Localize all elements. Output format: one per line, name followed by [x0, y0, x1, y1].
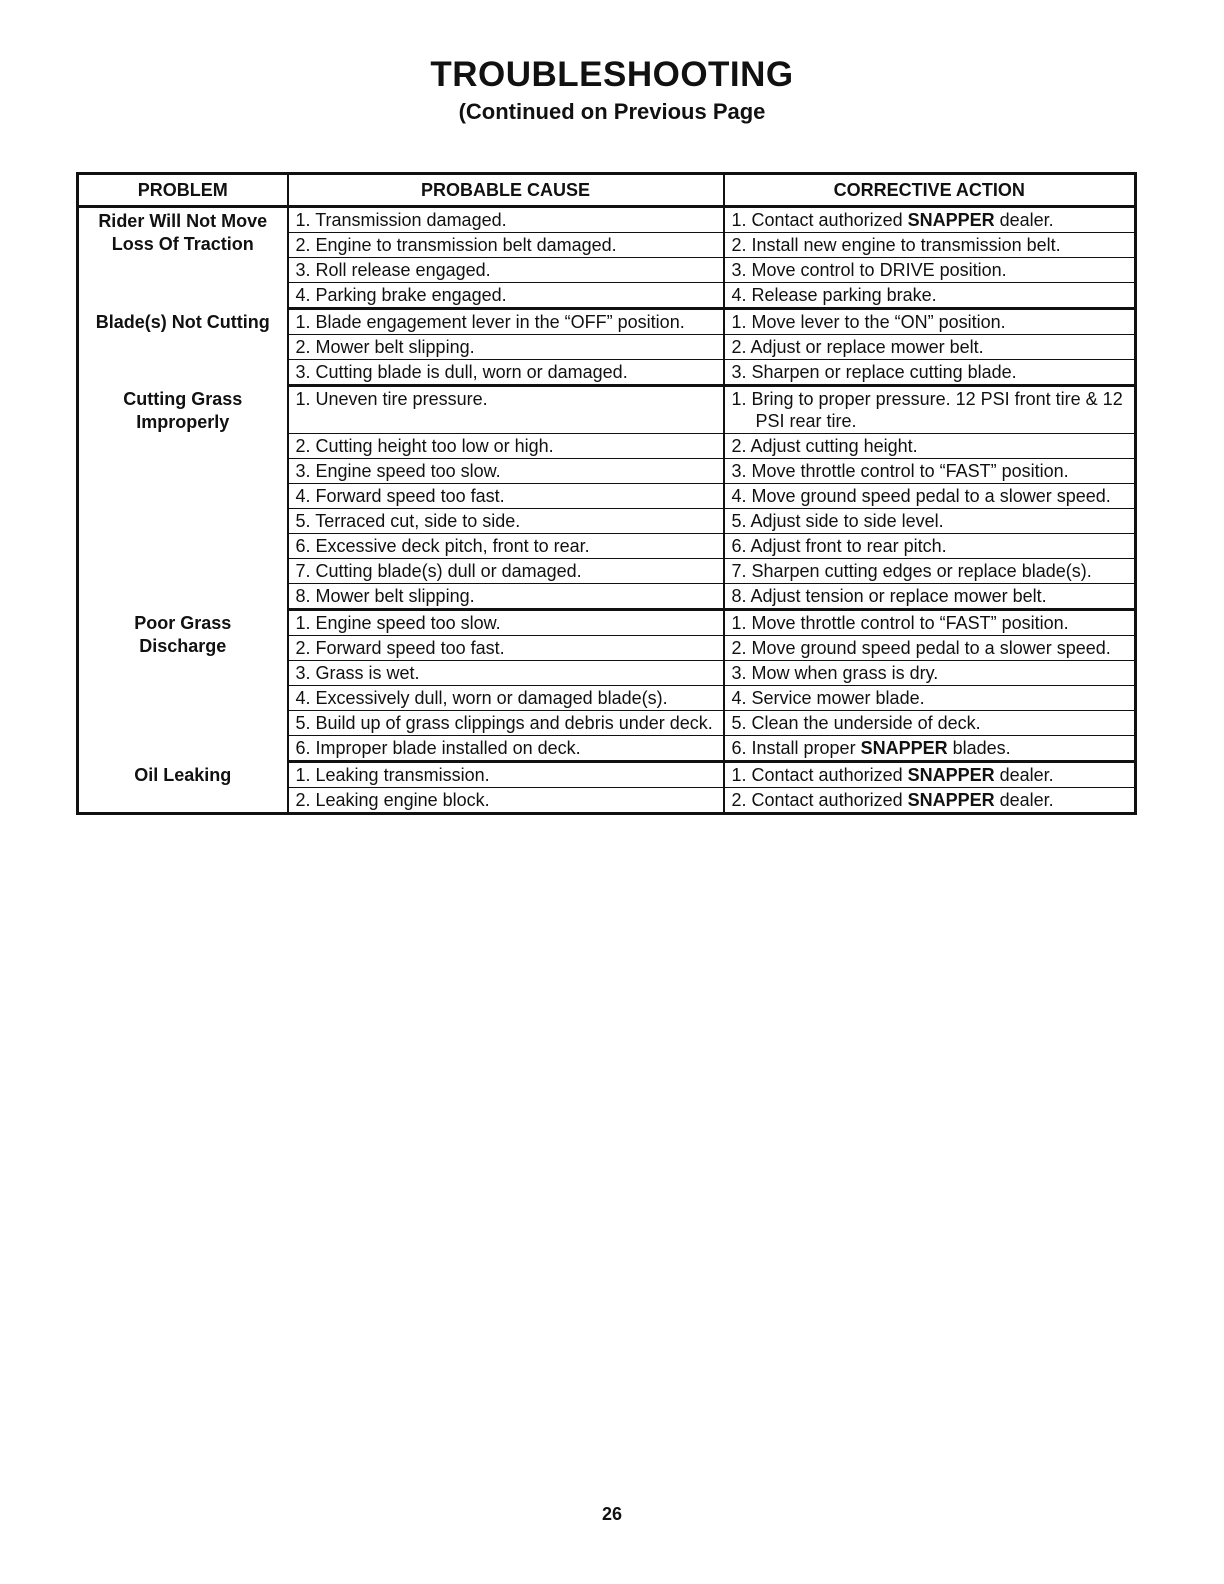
- problem-label: Cutting Grass: [123, 388, 243, 409]
- table-row: [78, 309, 1136, 335]
- probable-cause-cell: [288, 559, 724, 584]
- corrective-action-text: 3. Mow when grass is dry.: [731, 663, 939, 683]
- problem-label: Discharge: [139, 635, 227, 656]
- probable-cause-cell: [288, 335, 724, 360]
- probable-cause-text: 7. Cutting blade(s) dull or damaged.: [295, 561, 582, 581]
- corrective-action-text: [732, 209, 1131, 231]
- page-number: 26: [601, 1504, 623, 1524]
- probable-cause-text: 1. Blade engagement lever in the “OFF” position.: [295, 312, 685, 332]
- probable-cause-text: 8. Mower belt slipping.: [295, 586, 475, 606]
- corrective-action-text: 4. Move ground speed pedal to a slower speed.: [731, 486, 1111, 506]
- corrective-action-text: [732, 789, 1131, 811]
- probable-cause-text: 1. Engine speed too slow.: [295, 613, 501, 633]
- corrective-action-text: 7. Sharpen cutting edges or replace blade(s).: [731, 561, 1092, 581]
- probable-cause-text: 1. Leaking transmission.: [295, 765, 490, 785]
- corrective-action-cell: [724, 711, 1136, 736]
- corrective-action-text: 8. Adjust tension or replace mower belt.: [731, 586, 1047, 606]
- action-text-pre: 2. Contact authorized: [731, 790, 908, 810]
- problem-cell: [78, 762, 288, 814]
- probable-cause-cell: [288, 309, 724, 335]
- brand-name: SNAPPER: [907, 790, 995, 810]
- corrective-action-cell: [724, 233, 1136, 258]
- corrective-action-cell: [724, 636, 1136, 661]
- corrective-action-cell: [724, 610, 1136, 636]
- page-subtitle: (Continued on Previous Page: [458, 99, 766, 124]
- corrective-action-text: 2. Install new engine to transmission belt.: [731, 235, 1061, 255]
- probable-cause-cell: [288, 283, 724, 309]
- problem-label: Improperly: [136, 411, 230, 432]
- probable-cause-cell: [288, 686, 724, 711]
- probable-cause-text: 5. Terraced cut, side to side.: [295, 511, 521, 531]
- problem-label: Poor Grass: [134, 612, 232, 633]
- probable-cause-cell: [288, 584, 724, 610]
- probable-cause-text: 4. Forward speed too fast.: [295, 486, 505, 506]
- probable-cause-text: 6. Improper blade installed on deck.: [295, 738, 581, 758]
- probable-cause-text: 3. Roll release engaged.: [295, 260, 491, 280]
- corrective-action-cell: [724, 762, 1136, 788]
- problem-cell: [78, 207, 288, 309]
- probable-cause-cell: [288, 434, 724, 459]
- corrective-action-cell: [724, 559, 1136, 584]
- probable-cause-cell: [288, 788, 724, 814]
- probable-cause-cell: [288, 762, 724, 788]
- corrective-action-text: [732, 737, 1131, 759]
- corrective-action-cell: [724, 434, 1136, 459]
- corrective-action-text: 3. Move throttle control to “FAST” position.: [731, 461, 1069, 481]
- probable-cause-cell: [288, 207, 724, 233]
- probable-cause-cell: [288, 711, 724, 736]
- action-text-post: blades.: [947, 738, 1011, 758]
- action-text-pre: 1. Contact authorized: [731, 210, 908, 230]
- page-title: TROUBLESHOOTING: [430, 55, 794, 94]
- corrective-action-text: 4. Release parking brake.: [731, 285, 937, 305]
- corrective-action-cell: [724, 736, 1136, 762]
- probable-cause-cell: [288, 386, 724, 434]
- problem-cell: [78, 309, 288, 386]
- probable-cause-cell: [288, 484, 724, 509]
- action-text-post: dealer.: [994, 765, 1054, 785]
- corrective-action-cell: [724, 534, 1136, 559]
- probable-cause-text: 3. Cutting blade is dull, worn or damaged.: [295, 362, 628, 382]
- corrective-action-cell: [724, 360, 1136, 386]
- corrective-action-cell: [724, 484, 1136, 509]
- table-row: [78, 207, 1136, 233]
- corrective-action-text: [732, 764, 1131, 786]
- corrective-action-text: 5. Clean the underside of deck.: [731, 713, 981, 733]
- problem-label: Blade(s) Not Cutting: [95, 311, 270, 332]
- corrective-action-cell: [724, 207, 1136, 233]
- corrective-action-cell: [724, 459, 1136, 484]
- probable-cause-text: 1. Transmission damaged.: [295, 210, 507, 230]
- problem-label: Rider Will Not Move: [98, 211, 268, 231]
- corrective-action-text: 2. Adjust or replace mower belt.: [731, 337, 984, 357]
- header-corrective-action: CORRECTIVE ACTION: [724, 174, 1136, 207]
- probable-cause-cell: [288, 534, 724, 559]
- probable-cause-text: 4. Excessively dull, worn or damaged blade(s).: [295, 688, 668, 708]
- table-row: [78, 610, 1136, 636]
- probable-cause-cell: [288, 459, 724, 484]
- probable-cause-cell: [288, 736, 724, 762]
- probable-cause-text: 4. Parking brake engaged.: [295, 285, 507, 305]
- corrective-action-text: 3. Move control to DRIVE position.: [731, 260, 1007, 280]
- header-probable-cause: PROBABLE CAUSE: [288, 174, 724, 207]
- action-text-pre: 6. Install proper: [731, 738, 861, 758]
- probable-cause-text: 1. Uneven tire pressure.: [295, 389, 488, 409]
- brand-name: SNAPPER: [907, 210, 995, 230]
- corrective-action-cell: [724, 686, 1136, 711]
- probable-cause-text: 2. Leaking engine block.: [295, 790, 490, 810]
- brand-name: SNAPPER: [860, 738, 948, 758]
- corrective-action-cell: [724, 309, 1136, 335]
- header-problem: PROBLEM: [78, 174, 288, 207]
- corrective-action-cell: [724, 258, 1136, 283]
- corrective-action-cell: [724, 584, 1136, 610]
- corrective-action-text: 2. Move ground speed pedal to a slower speed.: [731, 638, 1111, 658]
- corrective-action-text: 3. Sharpen or replace cutting blade.: [731, 362, 1017, 382]
- problem-label: Loss Of Traction: [111, 234, 254, 254]
- table-row: [78, 386, 1136, 434]
- probable-cause-text: 5. Build up of grass clippings and debris under deck.: [295, 713, 713, 733]
- corrective-action-text: 5. Adjust side to side level.: [731, 511, 944, 531]
- probable-cause-text: 3. Engine speed too slow.: [295, 461, 501, 481]
- probable-cause-text: 3. Grass is wet.: [295, 663, 420, 683]
- corrective-action-text: 1. Bring to proper pressure. 12 PSI front tire & 12 PSI rear tire.: [731, 389, 1123, 431]
- probable-cause-text: 2. Mower belt slipping.: [295, 337, 475, 357]
- table-row: [78, 762, 1136, 788]
- probable-cause-cell: [288, 661, 724, 686]
- troubleshooting-table: [76, 172, 1137, 815]
- action-text-post: dealer.: [994, 210, 1054, 230]
- corrective-action-cell: [724, 335, 1136, 360]
- probable-cause-text: 2. Forward speed too fast.: [295, 638, 505, 658]
- corrective-action-cell: [724, 386, 1136, 434]
- table-header: [78, 174, 1136, 207]
- brand-name: SNAPPER: [907, 765, 995, 785]
- corrective-action-cell: [724, 283, 1136, 309]
- corrective-action-text: 2. Adjust cutting height.: [731, 436, 918, 456]
- probable-cause-cell: [288, 258, 724, 283]
- problem-cell: [78, 610, 288, 762]
- corrective-action-text: 1. Move lever to the “ON” position.: [731, 312, 1006, 332]
- corrective-action-text: 6. Adjust front to rear pitch.: [731, 536, 947, 556]
- probable-cause-cell: [288, 610, 724, 636]
- header-row: [78, 174, 1136, 207]
- probable-cause-text: 2. Engine to transmission belt damaged.: [295, 235, 617, 255]
- probable-cause-cell: [288, 360, 724, 386]
- corrective-action-cell: [724, 788, 1136, 814]
- problem-label: Oil Leaking: [134, 764, 232, 785]
- action-text-pre: 1. Contact authorized: [731, 765, 908, 785]
- corrective-action-cell: [724, 661, 1136, 686]
- probable-cause-cell: [288, 233, 724, 258]
- action-text-post: dealer.: [994, 790, 1054, 810]
- corrective-action-text: 1. Move throttle control to “FAST” position.: [731, 613, 1069, 633]
- corrective-action-cell: [724, 509, 1136, 534]
- probable-cause-text: 2. Cutting height too low or high.: [295, 436, 554, 456]
- table-body: [78, 207, 1136, 814]
- probable-cause-cell: [288, 636, 724, 661]
- probable-cause-text: 6. Excessive deck pitch, front to rear.: [295, 536, 590, 556]
- probable-cause-cell: [288, 509, 724, 534]
- corrective-action-text: 4. Service mower blade.: [731, 688, 925, 708]
- problem-cell: [78, 386, 288, 610]
